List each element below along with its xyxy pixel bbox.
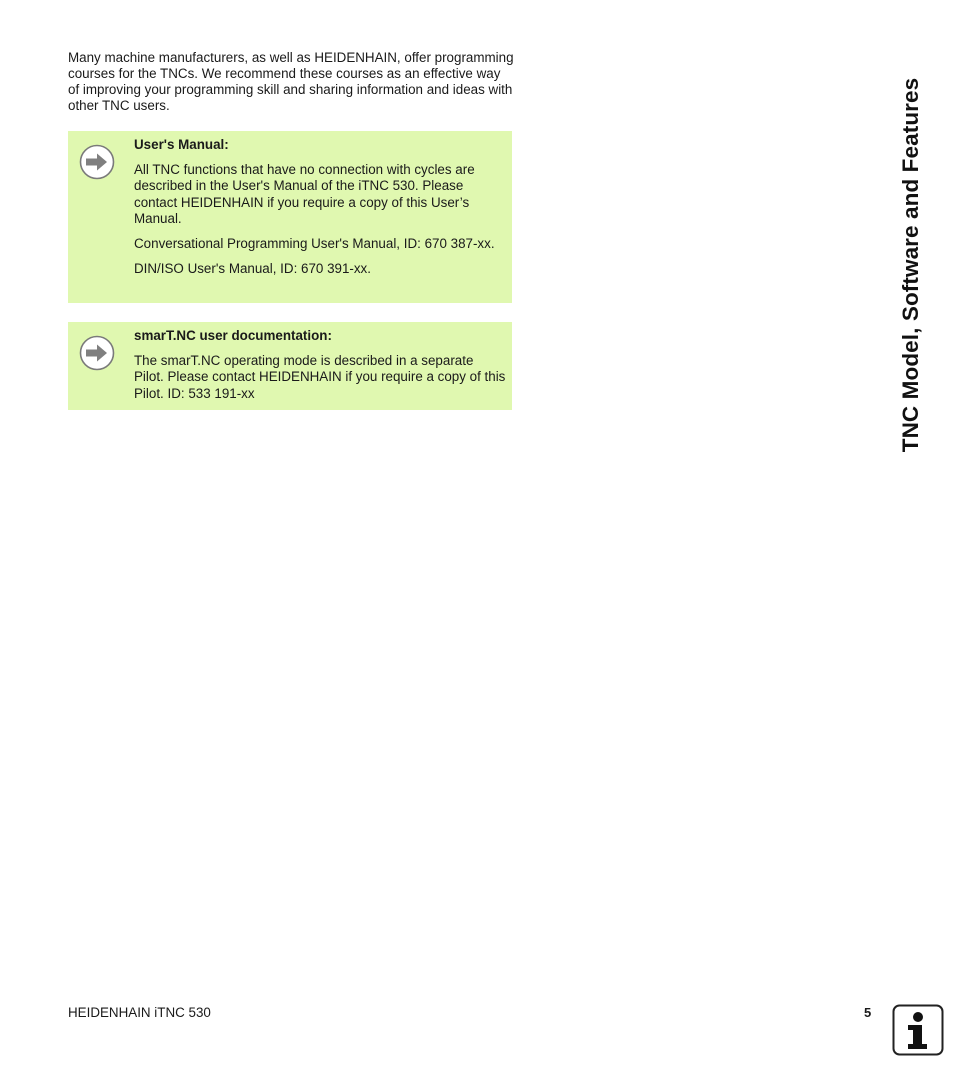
info-icon (892, 1004, 944, 1056)
note-title: User's Manual: (134, 137, 229, 152)
note-title: smarT.NC user documentation: (134, 328, 332, 343)
intro-paragraph: Many machine manufacturers, as well as HEIDENHAIN, offer programming courses for the TNCs. We recommend these courses as an effective way of improving your programming skill and sharing information and ideas with other TNC users. (68, 50, 514, 113)
note-paragraph: All TNC functions that have no connection with cycles are described in the User's Manual of the iTNC 530. Please contact HEIDENHAIN if you require a copy of this User’s Manual. (134, 162, 475, 226)
note-paragraph: The smarT.NC operating mode is described in a separate Pilot. Please contact HEIDENHAIN if you require a copy of this Pilot. ID: 533 191-xx (134, 353, 506, 401)
users-manual-note (68, 131, 512, 303)
smart-nc-note (68, 322, 512, 410)
footer-product-name: HEIDENHAIN iTNC 530 (68, 1005, 211, 1020)
smart-nc-content (134, 328, 506, 411)
users-manual-content (134, 137, 506, 286)
side-chapter-title (891, 52, 931, 478)
page-number: 5 (864, 1005, 872, 1020)
note-paragraph: DIN/ISO User's Manual, ID: 670 391-xx. (134, 261, 371, 277)
side-chapter-title-text: TNC Model, Software and Features (898, 77, 923, 453)
note-paragraph: Conversational Programming User's Manual, ID: 670 387-xx. (134, 236, 495, 252)
arrow-right-icon (79, 144, 115, 180)
arrow-right-icon (79, 335, 115, 371)
